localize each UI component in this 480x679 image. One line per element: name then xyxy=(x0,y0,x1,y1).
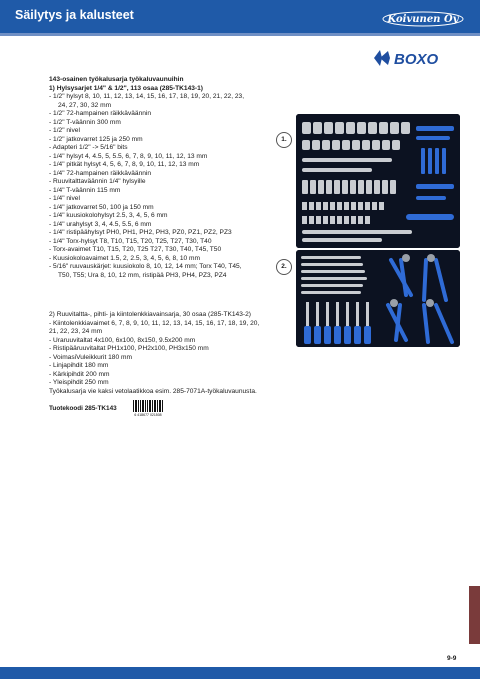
list-item: - 1/2" jatkovarret 125 ja 250 mm xyxy=(49,135,143,143)
list-item: - 1/4" Torx-hylsyt T8, T10, T15, T20, T25, T27, T30, T40 xyxy=(49,237,212,245)
list-item: - 1/4" nivel xyxy=(49,195,80,202)
list-item: - Ruuvitalttaväännin 1/4" hylsyille xyxy=(49,178,146,185)
list-item: - 1/4" hylsyt 4, 4.5, 5, 5.5, 6, 7, 8, 9, 10, 11, 12, 13 mm xyxy=(49,152,208,160)
list-item: - Torx-avaimet T10, T15, T20, T25 T27, T30, T40, T45, T50 xyxy=(49,246,222,253)
svg-text:Koivunen Oy: Koivunen Oy xyxy=(387,14,459,25)
page-number: 9-9 xyxy=(447,655,457,662)
header-stripe xyxy=(0,33,480,36)
image-badge-2: 2. xyxy=(276,259,292,275)
list-item: - 1/4" pitkät hylsyt 4, 5, 6, 7, 8, 9, 10, 11, 12, 13 mm xyxy=(49,161,200,168)
page-footer xyxy=(0,667,480,679)
kit1-description xyxy=(49,76,289,280)
list-item: 21, 22, 23, 24 mm xyxy=(49,328,103,335)
list-item: - Uraruuvitaltat 4x100, 6x100, 8x150, 9.5x200 mm xyxy=(49,336,196,344)
barcode-icon xyxy=(132,399,164,417)
koivunen-logo-icon xyxy=(378,6,468,28)
kit2-subtitle: 2) Ruuvitaltta-, pihti- ja kiintolenkkiavainsarja, 30 osaa (285-TK143-2) xyxy=(49,311,251,318)
page-header xyxy=(0,0,480,33)
list-item: - 1/2" T-väännin 300 mm xyxy=(49,118,121,126)
list-item: - Yleispihdit 250 mm xyxy=(49,379,109,386)
list-item: - VoimasiVuleikkurit 180 mm xyxy=(49,353,132,361)
list-item: 24, 27, 30, 32 mm xyxy=(58,101,112,109)
kit-title: 143-osainen työkalusarja työkaluvaunuihin xyxy=(49,76,184,83)
list-item: Työkalusarja vie kaksi vetolaatikkoa esim. 285-7071A-työkaluvaunusta. xyxy=(49,387,257,395)
list-item: - Linjapihdit 180 mm xyxy=(49,362,109,369)
boxo-logo-icon xyxy=(372,47,458,69)
list-item: - 1/4" urahylsyt 3, 4, 4.5, 5.5, 6 mm xyxy=(49,220,152,228)
svg-text:BOXO: BOXO xyxy=(394,51,439,68)
list-item: - 1/2" nivel xyxy=(49,127,80,134)
section-tab xyxy=(469,586,480,644)
list-item: - Ristipääruuvitaltat PH1x100, PH2x100, PH3x150 mm xyxy=(49,345,209,352)
list-item: - Adapteri 1/2" -> 5/16" bits xyxy=(49,144,128,151)
product-code: Tuotekoodi 285-TK143 xyxy=(49,405,117,412)
list-item: - 1/4" jatkovarret 50, 100 ja 150 mm xyxy=(49,203,154,211)
socket-tray-image xyxy=(296,114,460,248)
list-item: T50, T55; Ura 8, 10, 12 mm, ristipää PH3, PH4, PZ3, PZ4 xyxy=(58,271,227,279)
tools-tray-image xyxy=(296,250,460,347)
list-item: - Kuusiokoloavaimet 1.5, 2, 2.5, 3, 4, 5, 6, 8, 10 mm xyxy=(49,254,201,262)
list-item: - 1/2" hylsyt 8, 10, 11, 12, 13, 14, 15, 16, 17, 18, 19, 20, 21, 22, 23, xyxy=(49,93,245,100)
kit2-description xyxy=(49,311,299,396)
list-item: - 1/2" 72-hampainen räikkäväännin xyxy=(49,110,152,117)
list-item: - 1/4" kuusiokolohylsyt 2.5, 3, 4, 5, 6 mm xyxy=(49,212,168,219)
list-item: - 1/4" ristipäähylsyt PH0, PH1, PH2, PH3, PZ0, PZ1, PZ2, PZ3 xyxy=(49,229,232,236)
svg-text:6 418677 021508: 6 418677 021508 xyxy=(134,413,162,417)
list-item: - 1/4" 72-hampainen räikkäväännin xyxy=(49,169,152,177)
list-item: - Kärkipihdit 200 mm xyxy=(49,370,110,378)
section-title: Säilytys ja kalusteet xyxy=(15,8,134,22)
list-item: - 1/4" T-väännin 115 mm xyxy=(49,186,121,194)
image-badge-1: 1. xyxy=(276,132,292,148)
kit1-subtitle: 1) Hylsysarjet 1/4" & 1/2", 113 osaa (285-TK143-1) xyxy=(49,84,203,92)
list-item: - 5/16" ruuvauskärjet: kuusiokolo 8, 10, 12, 14 mm; Torx T40, T45, xyxy=(49,263,242,270)
list-item: - Kiintolenkkiavaimet 6, 7, 8, 9, 10, 11, 12, 13, 14, 15, 16, 17, 18, 19, 20, xyxy=(49,319,260,327)
